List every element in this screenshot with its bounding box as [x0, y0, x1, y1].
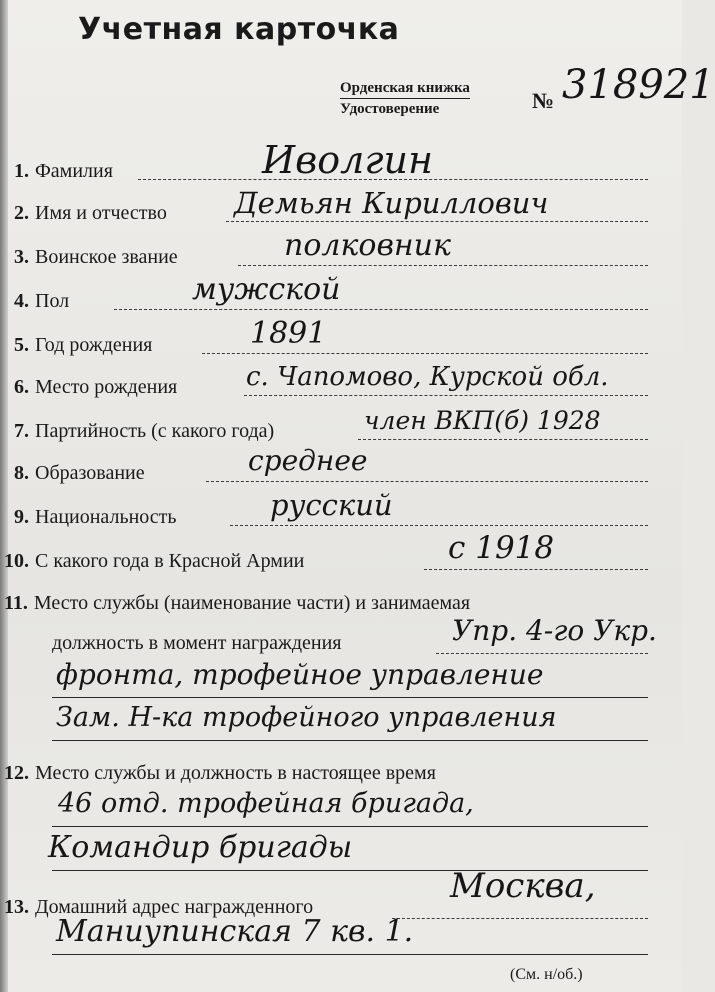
field-value-current-service-1: 46 отд. трофейная бригада, — [58, 788, 474, 819]
field-number: 10. — [4, 550, 29, 572]
field-number: 1. — [14, 160, 29, 182]
field-label-education: Образование — [35, 462, 145, 484]
field-label-service-at-award-cont: должность в момент награждения — [52, 632, 342, 654]
see-reverse-note: (См. н/об.) — [510, 966, 583, 983]
field-number: 12. — [4, 762, 29, 784]
field-line — [424, 569, 648, 570]
field-value-service-at-award-2: фронта, трофейное управление — [56, 658, 544, 691]
field-line-full — [52, 954, 648, 955]
field-line — [226, 221, 648, 222]
field-label-birth-year: Год рождения — [35, 334, 153, 356]
card-number: 318921 — [562, 62, 715, 108]
doc-type-certificate: Удостоверение — [340, 101, 440, 117]
field-number: 8. — [14, 462, 29, 484]
field-line — [238, 265, 648, 266]
field-label-army-year: С какого года в Красной Армии — [35, 550, 305, 572]
field-value-education: среднее — [248, 444, 368, 477]
field-line — [114, 309, 648, 310]
field-number: 4. — [14, 290, 29, 312]
field-value-service-at-award-3: Зам. Н-ка трофейного управления — [56, 702, 557, 733]
field-line-full — [52, 740, 648, 741]
field-value-nationality: русский — [270, 488, 393, 522]
field-label-service-at-award: Место службы (наименование части) и занимаемая — [33, 592, 471, 614]
field-value-service-at-award-1: Упр. 4-го Укр. — [452, 614, 657, 647]
field-label-party: Партийность (с какого года) — [35, 420, 275, 442]
field-label-home-address: Домашний адрес награжденного — [35, 896, 314, 918]
field-line — [202, 353, 648, 354]
field-number: 13. — [4, 896, 29, 918]
field-label-name: Имя и отчество — [35, 202, 167, 224]
field-row-3 — [0, 228, 682, 280]
field-line — [230, 525, 648, 526]
field-row-6 — [0, 362, 682, 410]
field-row-10 — [0, 530, 682, 584]
field-row-9 — [0, 488, 682, 540]
field-label-current-service: Место службы и должность в настоящее время — [35, 762, 436, 784]
field-line-full — [52, 697, 648, 698]
field-line — [206, 481, 648, 482]
field-value-home-address-2: Маниупинская 7 кв. 1. — [56, 914, 414, 949]
field-number: 3. — [14, 246, 29, 268]
card-title: Учетная карточка — [78, 12, 400, 47]
field-line — [358, 439, 648, 440]
number-sign: № — [532, 88, 555, 113]
field-row-4 — [0, 272, 682, 324]
field-value-rank: полковник — [284, 228, 451, 263]
field-label-nationality: Национальность — [35, 506, 177, 528]
field-label-rank: Воинское звание — [35, 246, 178, 268]
field-value-name: Демьян Кириллович — [234, 186, 549, 220]
document-type-block — [340, 80, 470, 118]
doc-type-order-book: Орденская книжка — [340, 80, 470, 99]
field-line — [392, 918, 648, 919]
field-value-home-address-1: Москва, — [450, 866, 596, 906]
field-value-birth-year: 1891 — [250, 316, 327, 351]
field-value-army-year: с 1918 — [448, 530, 555, 566]
field-number: 11. — [4, 592, 28, 614]
field-value-birth-place: с. Чапомово, Курской обл. — [246, 362, 609, 392]
field-label-sex: Пол — [35, 290, 70, 312]
field-label-surname: Фамилия — [35, 160, 113, 182]
field-value-surname: Иволгин — [262, 138, 434, 182]
field-line — [436, 653, 648, 654]
field-line — [244, 395, 648, 396]
field-number: 6. — [14, 376, 29, 398]
field-number: 7. — [14, 420, 29, 442]
field-label-birth-place: Место рождения — [35, 376, 178, 398]
field-value-sex: мужской — [192, 272, 341, 307]
field-line-full — [52, 826, 648, 827]
field-number: 2. — [14, 202, 29, 224]
field-value-current-service-2: Командир бригады — [48, 830, 353, 865]
field-value-party: член ВКП(б) 1928 — [364, 406, 601, 435]
field-number: 9. — [14, 506, 29, 528]
field-number: 5. — [14, 334, 29, 356]
